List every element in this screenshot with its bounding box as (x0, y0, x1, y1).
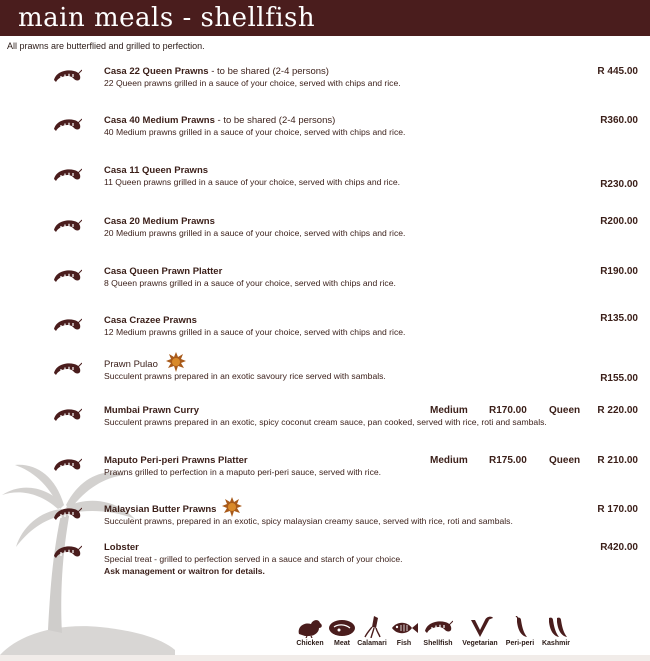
menu-item (0, 455, 650, 501)
item-name: Lobster (104, 542, 139, 553)
legend-item-calamari: Calamari (352, 616, 392, 647)
item-price: R 210.00 (597, 455, 638, 466)
item-price: R230.00 (600, 179, 638, 190)
item-description: 20 Medium prawns grilled in a sauce of your choice, served with chips and rice. (104, 228, 406, 238)
item-name: Casa 20 Medium Prawns (104, 216, 215, 227)
chicken-icon (295, 616, 325, 638)
menu-item (0, 315, 650, 361)
item-price: R200.00 (600, 216, 638, 227)
prawn-icon (52, 317, 82, 333)
item-description: Succulent prawns prepared in an exotic savoury rice served with sambals. (104, 371, 386, 381)
item-description: 11 Queen prawns grilled in a sauce of your choice, served with chips and rice. (104, 177, 401, 187)
item-name: Casa 11 Queen Prawns (104, 165, 209, 176)
section-title: main meals - shellfish (18, 3, 316, 33)
size-queen-label: Queen (549, 455, 581, 466)
footer-divider (0, 655, 650, 661)
kashmir-chili-icon (541, 616, 571, 638)
item-price: R 220.00 (597, 405, 638, 416)
fish-icon (389, 616, 419, 638)
prawn-icon (52, 506, 82, 522)
item-description: 12 Medium prawns grilled in a sauce of your choice, served with chips and rice. (104, 327, 406, 337)
menu-item (0, 66, 650, 112)
menu-item (0, 359, 650, 405)
item-description: 40 Medium prawns grilled in a sauce of your choice, served with chips and rice. (104, 127, 406, 137)
item-price: R135.00 (600, 313, 638, 324)
legend-item-fish: Fish (384, 616, 424, 647)
item-name: Casa 22 Queen Prawns - to be shared (2-4 persons) (104, 66, 329, 77)
size-medium-label: Medium (430, 405, 468, 416)
prawn-icon (52, 167, 82, 183)
size-medium-price: R170.00 (489, 405, 527, 416)
section-header (0, 0, 650, 36)
legend-item-meat: Meat (322, 616, 362, 647)
item-price: R360.00 (600, 115, 638, 126)
item-name: Casa Queen Prawn Platter (104, 266, 223, 277)
item-price: R 445.00 (597, 66, 638, 77)
calamari-icon (357, 616, 387, 638)
legend-item-vegetarian: Vegetarian (460, 616, 500, 647)
menu-item (0, 266, 650, 312)
item-description: Special treat - grilled to perfection served in a sauce and starch of your choice. (104, 554, 403, 564)
item-description: Prawns grilled to perfection in a maputo peri-peri sauce, served with rice. (104, 467, 382, 477)
legend-item-chicken: Chicken (290, 616, 330, 647)
item-price: R155.00 (600, 373, 638, 384)
legend-item-kashmir: Kashmir (536, 616, 576, 647)
item-description: 8 Queen prawns grilled in a sauce of your choice, served with chips and rice. (104, 278, 396, 288)
section-subtitle: All prawns are butterflied and grilled to perfection. (7, 41, 205, 51)
item-note: Ask management or waitron for details. (104, 566, 265, 576)
item-name: Mumbai Prawn Curry (104, 405, 200, 416)
size-medium-price: R175.00 (489, 455, 527, 466)
item-note: - to be shared (2-4 persons) (208, 66, 329, 77)
legend-item-shellfish: Shellfish (418, 616, 458, 647)
prawn-icon (52, 117, 82, 133)
menu-item (0, 216, 650, 262)
prawn-icon (52, 457, 82, 473)
size-medium-label: Medium (430, 455, 468, 466)
item-name: Malaysian Butter Prawns (104, 504, 217, 515)
new-badge-icon (222, 497, 242, 517)
size-queen-label: Queen (549, 405, 581, 416)
item-description: Succulent prawns prepared in an exotic, spicy coconut cream sauce, pan cooked, served with rice, roti and sambals. (104, 417, 547, 427)
menu-item (0, 542, 650, 588)
menu-item (0, 115, 650, 161)
prawn-icon (52, 68, 82, 84)
item-note: - to be shared (2-4 persons) (214, 115, 336, 126)
item-price: R190.00 (600, 266, 638, 277)
item-price: R 170.00 (597, 504, 638, 515)
prawn-icon (52, 361, 82, 377)
chili-icon (505, 616, 535, 638)
menu-item (0, 165, 650, 211)
prawn-icon (52, 218, 82, 234)
item-description: 22 Queen prawns grilled in a sauce of your choice, served with chips and rice. (104, 78, 401, 88)
item-description: Succulent prawns, prepared in an exotic, spicy malaysian creamy sauce, served with rice, roti and sambals. (104, 516, 513, 526)
menu-item (0, 405, 650, 451)
item-name: Casa 40 Medium Prawns - to be shared (2-4 persons) (104, 115, 336, 126)
item-price: R420.00 (600, 542, 638, 553)
prawn-icon (52, 407, 82, 423)
legend-item-peri-peri: Peri-peri (500, 616, 540, 647)
item-name: Prawn Pulao (104, 359, 158, 370)
item-name: Casa Crazee Prawns (104, 315, 197, 326)
vegetarian-icon (465, 616, 495, 638)
item-name: Maputo Peri-peri Prawns Platter (104, 455, 248, 466)
shellfish-icon (423, 616, 453, 638)
prawn-icon (52, 544, 82, 560)
new-badge-icon (166, 352, 186, 372)
prawn-icon (52, 268, 82, 284)
